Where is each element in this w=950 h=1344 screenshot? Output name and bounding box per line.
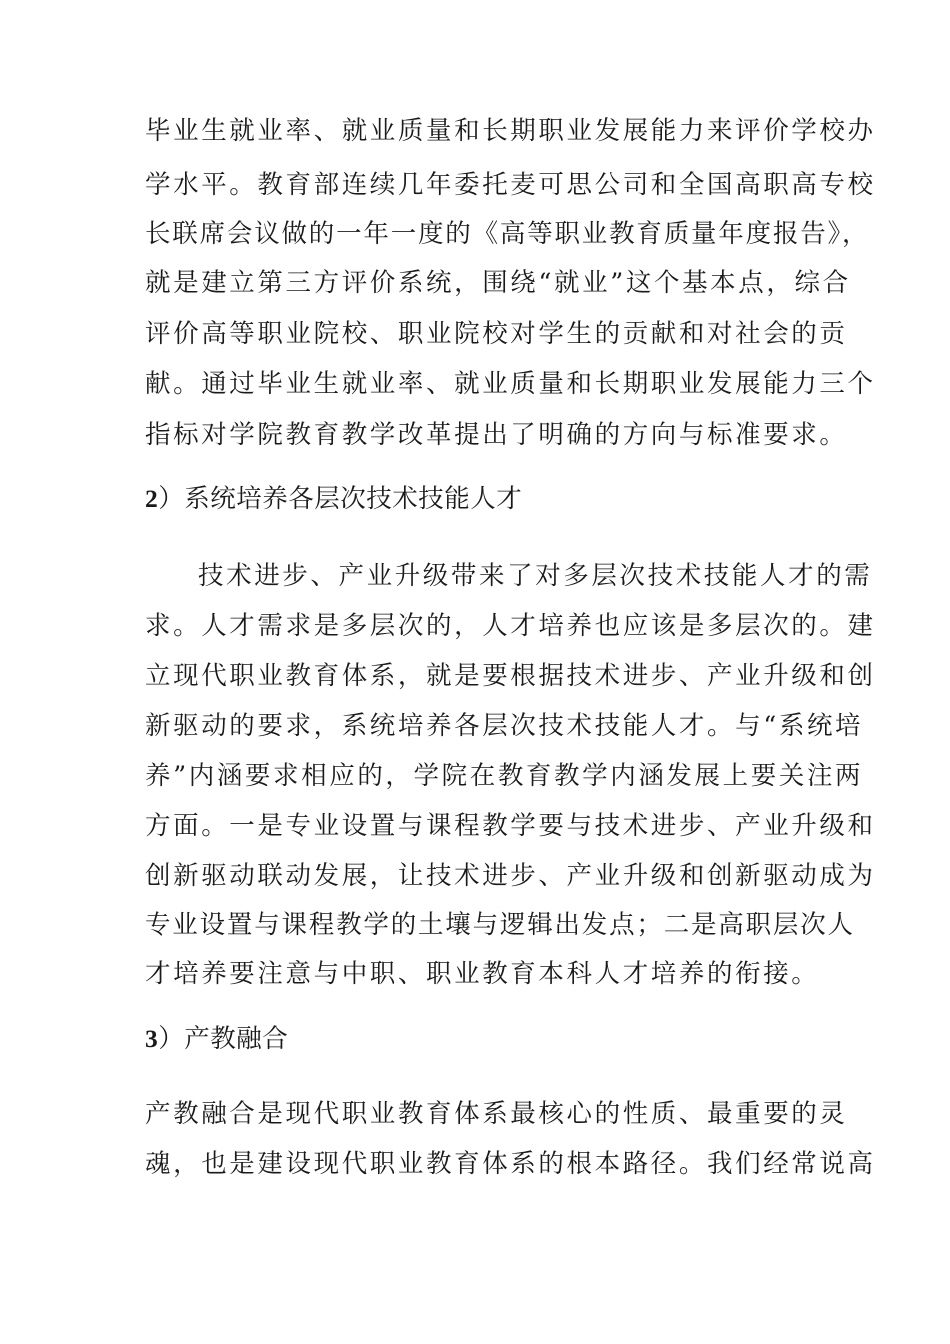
paragraph-line: 新驱动的要求，系统培养各层次技术技能人才。与“系统培 [145, 711, 864, 741]
paragraph-line: 毕业生就业率、就业质量和长期职业发展能力来评价学校办 [145, 116, 876, 146]
paragraph-line: 产教融合是现代职业教育体系最核心的性质、最重要的灵 [145, 1099, 848, 1129]
paragraph-line: 才培养要注意与中职、职业教育本科人才培养的衔接。 [145, 959, 820, 989]
paragraph-line: 技术进步、产业升级带来了对多层次技术技能人才的需 [198, 561, 873, 591]
section-heading [145, 1023, 288, 1055]
paragraph-line: 就是建立第三方评价系统，围绕“就业”这个基本点，综合 [145, 268, 851, 298]
paragraph-line: 养”内涵要求相应的，学院在教育教学内涵发展上要关注两 [145, 761, 864, 791]
section-title: ）产教融合 [158, 1024, 289, 1054]
paragraph-line: 方面。一是专业设置与课程教学要与技术进步、产业升级和 [145, 811, 876, 841]
paragraph-line: 求。人才需求是多层次的，人才培养也应该是多层次的。建 [145, 611, 876, 641]
paragraph-line: 长联席会议做的一年一度的《高等职业教育质量年度报告》， [145, 219, 870, 249]
paragraph-line: 魂，也是建设现代职业教育体系的根本路径。我们经常说高 [145, 1149, 876, 1179]
paragraph-line: 评价高等职业院校、职业院校对学生的贡献和对社会的贡 [145, 319, 848, 349]
section-number: 3 [145, 1024, 159, 1053]
section-number: 2 [145, 484, 159, 513]
section-heading [145, 483, 522, 515]
paragraph-line: 创新驱动联动发展，让技术进步、产业升级和创新驱动成为 [145, 861, 876, 891]
section-title: ）系统培养各层次技术技能人才 [158, 484, 523, 514]
paragraph-line: 立现代职业教育体系，就是要根据技术进步、产业升级和创 [145, 661, 876, 691]
paragraph-line: 学水平。教育部连续几年委托麦可思公司和全国高职高专校 [145, 170, 876, 200]
paragraph-line: 献。通过毕业生就业率、就业质量和长期职业发展能力三个 [145, 369, 876, 399]
paragraph-line: 专业设置与课程教学的土壤与逻辑出发点；二是高职层次人 [145, 910, 855, 940]
paragraph-line: 指标对学院教育教学改革提出了明确的方向与标准要求。 [145, 420, 848, 450]
